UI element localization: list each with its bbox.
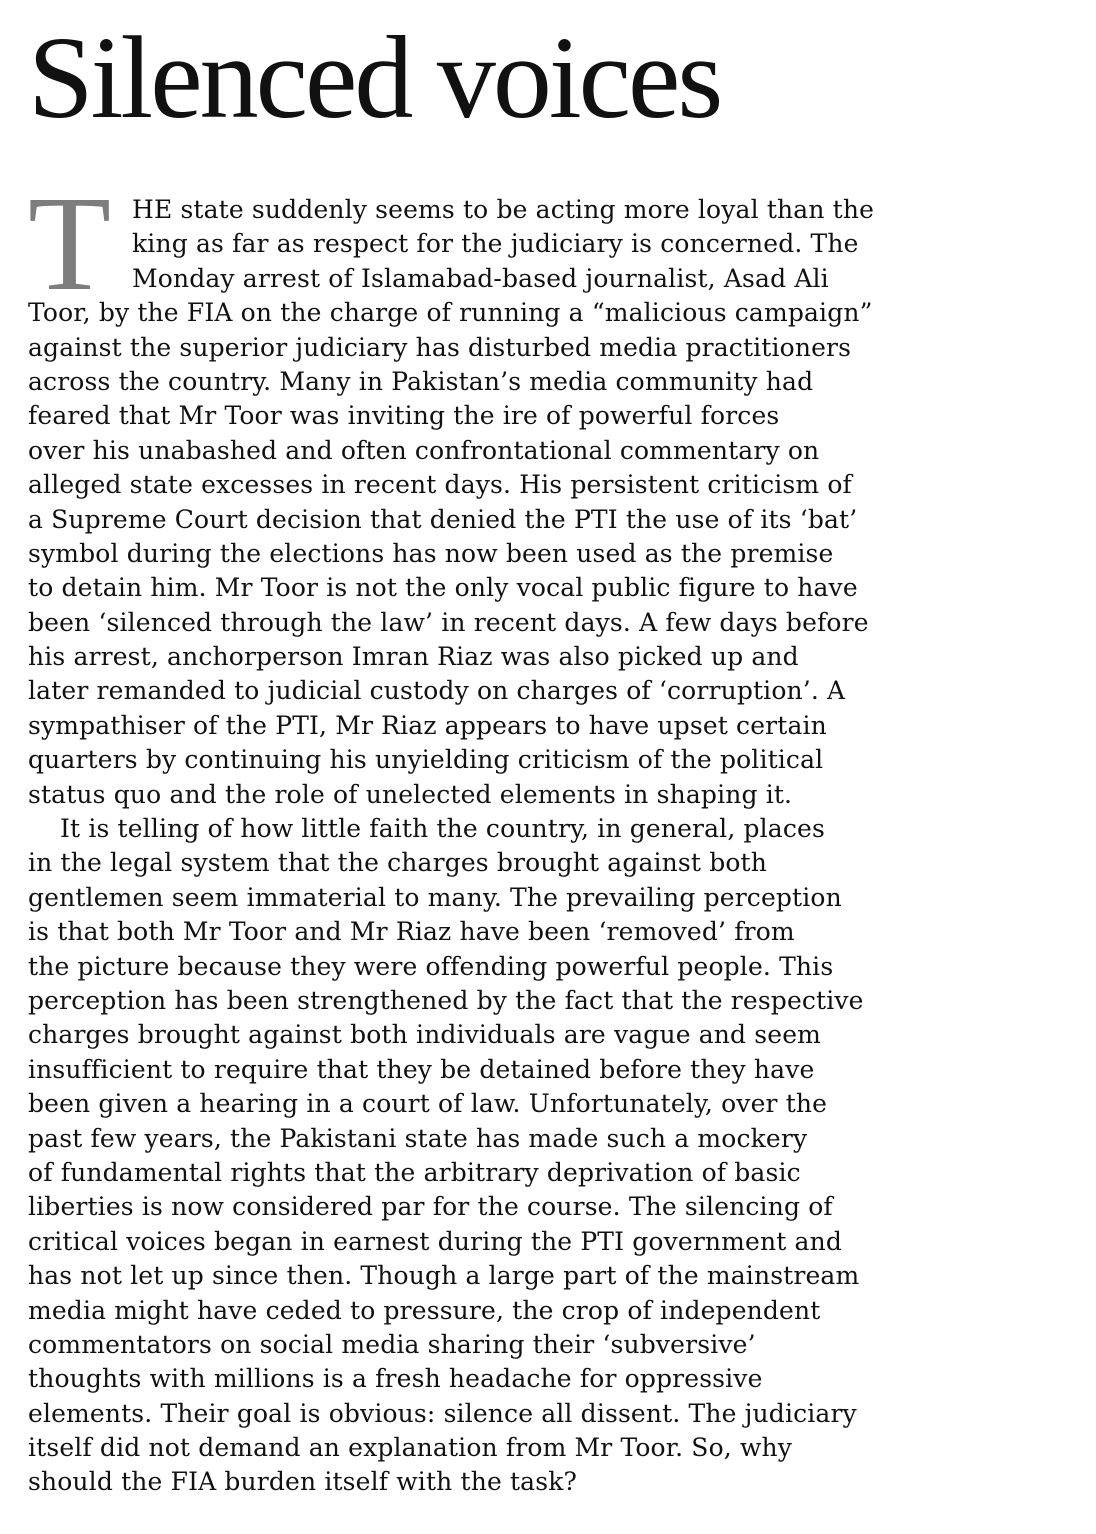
body-line: is that both Mr Toor and Mr Riaz have been ‘removed’ from bbox=[28, 917, 795, 947]
body-line: commentators on social media sharing their ‘subversive’ bbox=[28, 1329, 756, 1359]
body-line: perception has been strengthened by the fact that the respective bbox=[28, 985, 864, 1015]
body-line: should the FIA burden itself with the task? bbox=[28, 1467, 578, 1497]
article-headline: Silenced voices bbox=[28, 12, 721, 143]
body-line: Monday arrest of Islamabad-based journalist, Asad Ali bbox=[132, 263, 829, 293]
body-line: It is telling of how little faith the country, in general, places bbox=[60, 814, 825, 844]
body-line: feared that Mr Toor was inviting the ire of powerful forces bbox=[28, 401, 780, 431]
body-line: a Supreme Court decision that denied the PTI the use of its ‘bat’ bbox=[28, 504, 858, 534]
body-line: has not let up since then. Though a large part of the mainstream bbox=[28, 1261, 860, 1291]
body-line: his arrest, anchorperson Imran Riaz was also picked up and bbox=[28, 642, 799, 672]
body-line: of fundamental rights that the arbitrary deprivation of basic bbox=[28, 1157, 801, 1187]
body-line: the picture because they were offending powerful people. This bbox=[28, 951, 834, 981]
body-line: elements. Their goal is obvious: silence all dissent. The judiciary bbox=[28, 1398, 857, 1428]
body-line: media might have ceded to pressure, the crop of independent bbox=[28, 1295, 821, 1325]
body-line: itself did not demand an explanation from Mr Toor. So, why bbox=[28, 1433, 793, 1463]
body-line: been given a hearing in a court of law. Unfortunately, over the bbox=[28, 1089, 828, 1119]
drop-cap: T bbox=[28, 169, 112, 319]
body-line: sympathiser of the PTI, Mr Riaz appears to have upset certain bbox=[28, 710, 827, 740]
body-line: been ‘silenced through the law’ in recent days. A few days before bbox=[28, 607, 869, 637]
body-line: past few years, the Pakistani state has made such a mockery bbox=[28, 1123, 808, 1153]
body-line: king as far as respect for the judiciary is concerned. The bbox=[132, 229, 859, 259]
body-line: charges brought against both individuals are vague and seem bbox=[28, 1020, 822, 1050]
body-line: against the superior judiciary has disturbed media practitioners bbox=[28, 332, 852, 362]
body-line: later remanded to judicial custody on charges of ‘corruption’. A bbox=[28, 676, 846, 706]
body-line: to detain him. Mr Toor is not the only vocal public figure to have bbox=[28, 573, 858, 603]
body-line: Toor, by the FIA on the charge of running a “malicious campaign” bbox=[28, 298, 873, 328]
body-line: across the country. Many in Pakistan’s media community had bbox=[28, 366, 814, 396]
body-line: in the legal system that the charges brought against both bbox=[28, 848, 768, 878]
article-body bbox=[28, 193, 1073, 1500]
body-line: HE state suddenly seems to be acting more loyal than the bbox=[132, 195, 875, 224]
body-line: critical voices began in earnest during the PTI government and bbox=[28, 1226, 842, 1256]
body-line: thoughts with millions is a fresh headache for oppressive bbox=[28, 1364, 763, 1394]
body-line: quarters by continuing his unyielding criticism of the political bbox=[28, 745, 824, 775]
body-line: alleged state excesses in recent days. His persistent criticism of bbox=[28, 470, 852, 500]
body-line: liberties is now considered par for the course. The silencing of bbox=[28, 1192, 833, 1222]
body-line: insufficient to require that they be detained before they have bbox=[28, 1054, 815, 1084]
body-line: status quo and the role of unelected elements in shaping it. bbox=[28, 779, 793, 809]
body-line: symbol during the elections has now been used as the premise bbox=[28, 538, 834, 568]
body-line: over his unabashed and often confrontational commentary on bbox=[28, 435, 820, 465]
body-line: gentlemen seem immaterial to many. The prevailing perception bbox=[28, 882, 842, 912]
